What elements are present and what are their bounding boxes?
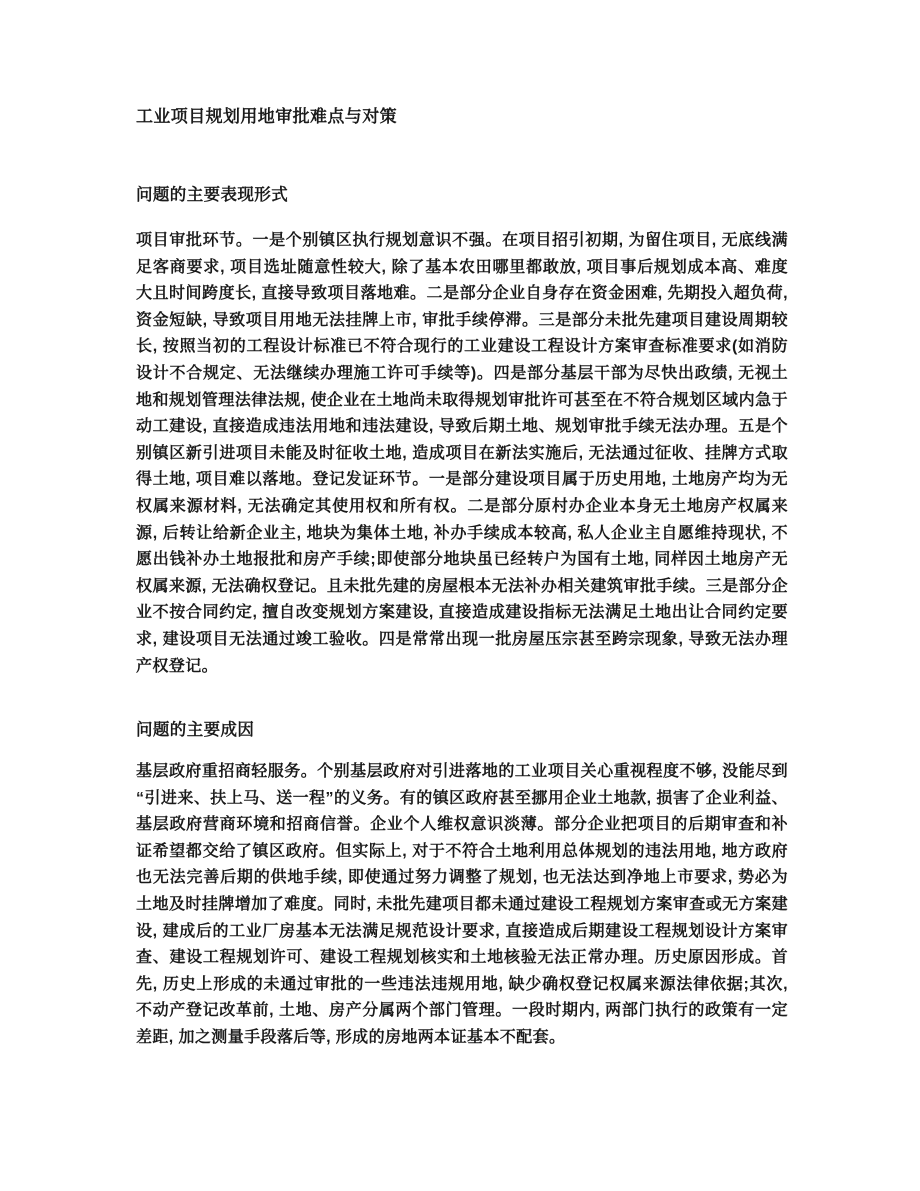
section-problem-manifestations: [136, 182, 788, 680]
paragraph-manifestations: 项目审批环节。一是个别镇区执行规划意识不强。在项目招引初期, 为留住项目, 无底线满足客商要求, 项目选址随意性较大, 除了基本农田哪里都敢放, 项目事后规划成本高、难度大且时间跨度长, 直接导致项目落地难。二是部分企业自身存在资金困难, 先期投入超负荷, 资金短缺, 导致项目用地无法挂牌上市, 审批手续停滞。三是部分未批先建项目建设周期较长, 按照当初的工程设计标准已不符合现行的工业建设工程设计方案审查标准要求(如消防设计不合规定、无法继续办理施工许可手续等)。四是部分基层干部为尽快出政绩, 无视土地和规划管理法律法规, 使企业在土地尚未取得规划审批许可甚至在不符合规划区域内急于动工建设, 直接造成违法用地和违法建设, 导致后期土地、规划审批手续无法办理。五是个别镇区新引进项目未能及时征收土地, 造成项目在新法实施后, 无法通过征收、挂牌方式取得土地, 项目难以落地。登记发证环节。一是部分建设项目属于历史用地, 土地房产均为无权属来源材料, 无法确定其使用权和所有权。二是部分原村办企业本身无土地房产权属来源, 后转让给新企业主, 地块为集体土地, 补办手续成本较高, 私人企业主自愿维持现状, 不愿出钱补办土地报批和房产手续;即使部分地块虽已经转户为国有土地, 同样因土地房产无权属来源, 无法确权登记。且未批先建的房屋根本无法补办相关建筑审批手续。三是部分企业不按合同约定, 擅自改变规划方案建设, 直接造成建设指标无法满足土地出让合同约定要求, 建设项目无法通过竣工验收。四是常常出现一批房屋压宗甚至跨宗现象, 导致无法办理产权登记。: [136, 232, 788, 675]
paragraph-causes: 基层政府重招商轻服务。个别基层政府对引进落地的工业项目关心重视程度不够, 没能尽到“引进来、扶上马、送一程”的义务。有的镇区政府甚至挪用企业土地款, 损害了企业利益、基层政府营商环境和招商信誉。企业个人维权意识淡薄。部分企业把项目的后期审查和补证希望都交给了镇区政府。但实际上, 对于不符合土地利用总体规划的违法用地, 地方政府也无法完善后期的供地手续, 即使通过努力调整了规划, 也无法达到净地上市要求, 势必为土地及时挂牌增加了难度。同时, 未批先建项目都未通过建设工程规划方案审查或无方案建设, 建成后的工业厂房基本无法满足规范设计要求, 直接造成后期建设工程规划设计方案审查、建设工程规划许可、建设工程规划核实和土地核验无法正常办理。历史原因形成。首先, 历史上形成的未通过审批的一些违法违规用地, 缺少确权登记权属来源法律依据;其次, 不动产登记改革前, 土地、房产分属两个部门管理。一段时期内, 两部门执行的政策有一定差距, 加之测量手段落后等, 形成的房地两本证基本不配套。: [136, 763, 788, 1047]
section-problem-causes: [136, 717, 788, 1052]
section-heading-causes: 问题的主要成因: [136, 721, 255, 740]
document-title: 工业项目规划用地审批难点与对策: [136, 107, 397, 126]
section-heading-manifestations: 问题的主要表现形式: [136, 186, 289, 204]
